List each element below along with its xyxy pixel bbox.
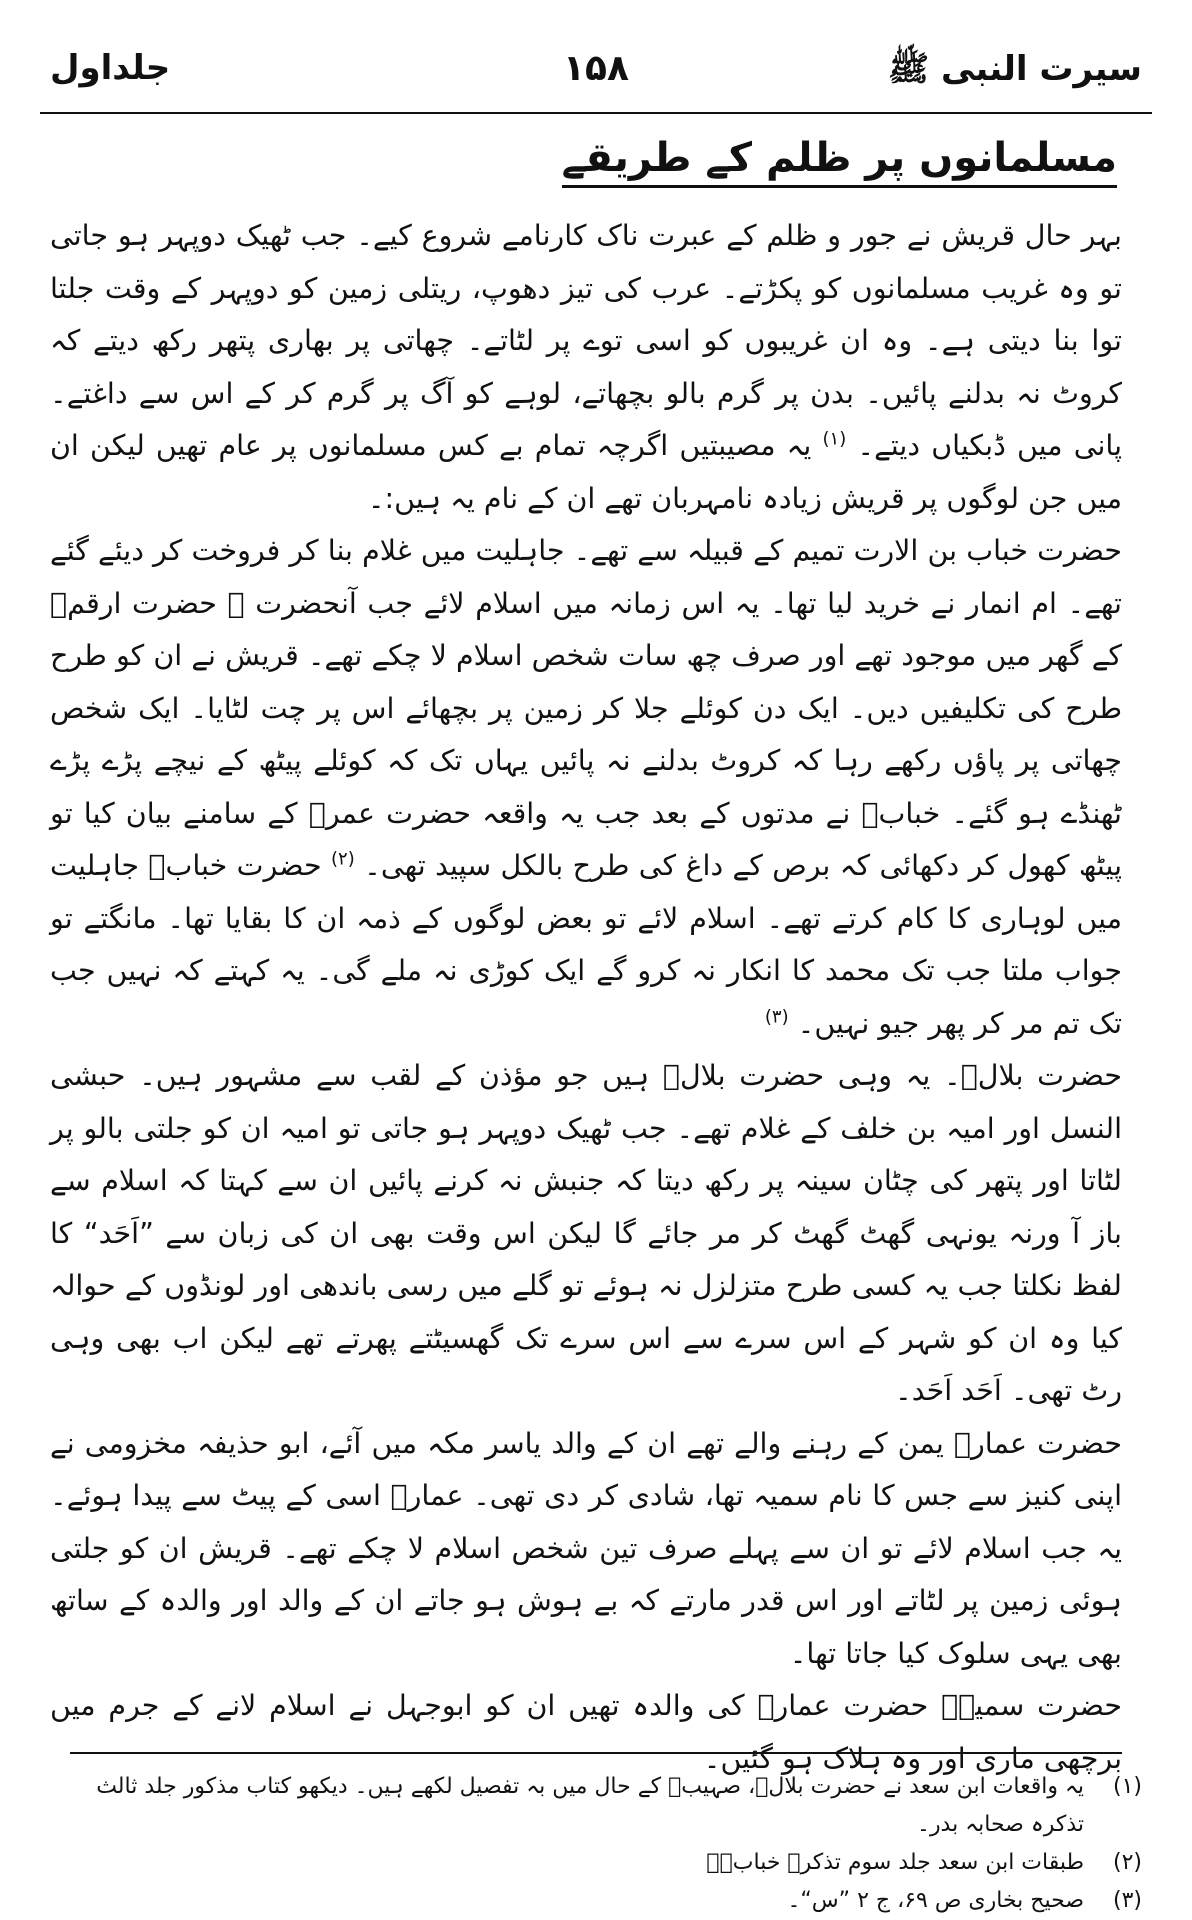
body-text	[50, 210, 1122, 1785]
footnote-number: (۱)	[1112, 1774, 1142, 1799]
footnote-ref: (۲)	[331, 848, 355, 870]
paragraph-1	[50, 210, 1122, 525]
footnote-text: طبقات ابن سعد جلد سوم تذکرہ خبابؓ۔	[706, 1850, 1084, 1875]
paragraph-text: حضرت خبابؓ جاہلیت میں لوہاری کا کام کرتے تھے۔ اسلام لائے تو بعض لوگوں کے ذمہ ان کا بقایا تھا۔ مانگتے تو جواب ملتا جب تک محمد کا انکار نہ کرو گے ایک کوڑی نہ ملے گی۔ یہ کہتے کہ نہیں جب تک تم مر کر پھر جیو نہیں۔	[50, 849, 1122, 1040]
volume-label: جلداول	[50, 48, 171, 88]
paragraph-text: حضرت خباب بن الارت تمیم کے قبیلہ سے تھے۔ جاہلیت میں غلام بنا کر فروخت کر دیئے گئے تھے۔ ام انمار نے خرید لیا تھا۔ یہ اس زمانہ میں اسلام لائے جب آنحضرت ﷺ حضرت ارقمؓ کے گھر میں موجود تھے اور صرف چھ سات شخص اسلام لا چکے تھے۔ قریش نے ان کو طرح طرح کی تکلیفیں دیں۔ ایک دن کوئلے جلا کر زمین پر بچھائے اس پر چت لٹایا۔ ایک شخص چھاتی پر پاؤں رکھے رہا کہ کروٹ بدلنے نہ پائیں یہاں تک کہ کوئلے پیٹھ کے نیچے پڑے پڑے ٹھنڈے ہو گئے۔ خبابؓ نے مدتوں کے بعد جب یہ واقعہ حضرت عمرؓ کے سامنے بیان کیا تو پیٹھ کھول کر دکھائی کہ برص کے داغ کی طرح بالکل سپید تھی۔	[50, 534, 1123, 882]
paragraph-text: حضرت عمارؓ یمن کے رہنے والے تھے ان کے والد یاسر مکہ میں آئے، ابو حذیفہ مخزومی نے اپنی کنیز سے جس کا نام سمیہ تھا، شادی کر دی تھی۔ عمارؓ اسی کے پیٹ سے پیدا ہوئے۔ یہ جب اسلام لائے تو ان سے پہلے صرف تین شخص اسلام لا چکے تھے۔ قریش ان کو جلتی ہوئی زمین پر لٹاتے اور اس قدر مارتے کہ بے ہوش ہو جاتے ان کے والد اور والدہ کے ساتھ بھی یہی سلوک کیا جاتا تھا۔	[50, 1426, 1122, 1670]
footnote-number: (۲)	[1112, 1850, 1142, 1875]
paragraph-4	[50, 1418, 1122, 1681]
page-header	[40, 48, 1152, 108]
paragraph-text: حضرت سمیہؓ حضرت عمارؓ کی والدہ تھیں ان کو ابوجہل نے اسلام لانے کے جرم میں برچھی ماری اور وہ ہلاک ہو گئیں۔	[50, 1689, 1122, 1775]
footnote-ref: (۱)	[822, 428, 847, 450]
footnote-divider	[70, 1752, 1122, 1754]
footnote-text: یہ واقعات ابن سعد نے حضرت بلالؓ، صہیبؓ کے حال میں بہ تفصیل لکھے ہیں۔ دیکھو کتاب مذکور جلد ثالث تذکرہ صحابہ بدر۔	[96, 1774, 1084, 1837]
footnote	[60, 1768, 1142, 1844]
book-title: سیرت النبی ﷺ	[888, 49, 1142, 89]
paragraph-2	[50, 525, 1122, 1050]
footnote-text: صحیح بخاری ص ۶۹، ج ۲ ”س“۔	[787, 1888, 1084, 1913]
footnotes	[60, 1768, 1142, 1920]
header-divider	[40, 112, 1152, 114]
paragraph-3	[50, 1050, 1122, 1418]
section-heading: مسلمانوں پر ظلم کے طریقے	[562, 135, 1117, 188]
paragraph-text: بہر حال قریش نے جور و ظلم کے عبرت ناک کارنامے شروع کیے۔ جب ٹھیک دوپہر ہو جاتی تو وہ غریب مسلمانوں کو پکڑتے۔ عرب کی تیز دھوپ، ریتلی زمین کو دوپہر کے وقت جلتا توا بنا دیتی ہے۔ وہ ان غریبوں کو اسی توے پر لٹاتے۔ چھاتی پر بھاری پتھر رکھ دیتے کہ کروٹ نہ بدلنے پائیں۔ بدن پر گرم بالو بچھاتے، لوہے کو آگ پر گرم کر کے اس سے داغتے۔ پانی میں ڈبکیاں دیتے۔	[50, 219, 1123, 462]
footnote-ref: (۳)	[764, 1006, 789, 1027]
paragraph-text: یہ مصیبتیں اگرچہ تمام بے کس مسلمانوں پر عام تھیں لیکن ان میں جن لوگوں پر قریش زیادہ نامہربان تھے ان کے نام یہ ہیں:۔	[50, 429, 1122, 515]
paragraph-text: حضرت بلالؓ۔ یہ وہی حضرت بلالؓ ہیں جو مؤذن کے لقب سے مشہور ہیں۔ حبشی النسل اور امیہ بن خلف کے غلام تھے۔ جب ٹھیک دوپہر ہو جاتی تو امیہ ان کو جلتی بالو پر لٹاتا اور پتھر کی چٹان سینہ پر رکھ دیتا کہ جنبش نہ کرنے پائیں ان سے کہتا کہ اسلام سے باز آ ورنہ یونہی گھٹ گھٹ کر مر جائے گا لیکن اس وقت بھی ان کی زبان سے ”اَحَد“ کا لفظ نکلتا جب یہ کسی طرح متزلزل نہ ہوئے تو گلے میں رسی باندھی اور لونڈوں کے حوالہ کیا وہ ان کو شہر کے اس سرے سے اس سرے تک گھسیٹتے پھرتے تھے لیکن اب بھی وہی رٹ تھی۔ اَحَد اَحَد۔	[50, 1059, 1122, 1407]
footnote	[60, 1882, 1142, 1920]
footnote	[60, 1844, 1142, 1882]
footnote-number: (۳)	[1112, 1888, 1142, 1913]
page-number: ۱۵۸	[563, 48, 629, 89]
